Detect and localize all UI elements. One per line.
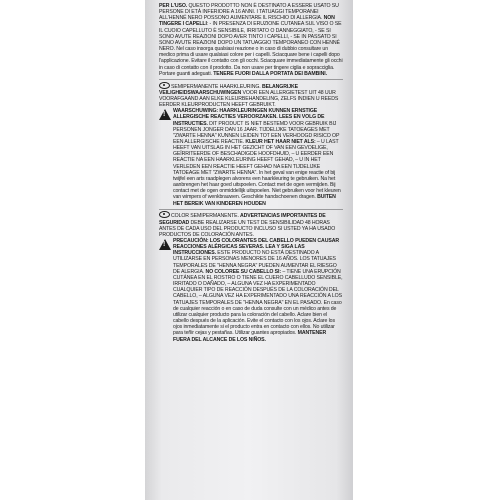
- dutch-warning-paragraph: [173, 108, 343, 207]
- dutch-body-text: In het geval van enige reactie of bij twijfel een arts raadplegen alvorens een haarkleuring te gebruiken. Na het aanbrengen het haar goed uitspoelen. Contact met de ogen vermijden. Bij contact met de ogen onmiddellijk uitspoelen. Niet gebruiken voor het kleuren van wimpers of wenkbrauwen. Geschikte handschoenen dragen.: [173, 169, 341, 201]
- dutch-section: [159, 82, 343, 207]
- spanish-product-type: COLOR SEMIPERMANENTE.: [171, 213, 239, 220]
- spanish-no-dye-heading: NO COLOREE SU CABELLO SI:: [204, 268, 281, 275]
- section-divider: [159, 79, 343, 80]
- dutch-no-dye-heading: KLEUR HET HAAR NIET ALS:: [244, 138, 316, 145]
- italian-intro-text: QUESTO PRODOTTO NON È DESTINATO A ESSERE USATO SU PERSONE DI ETÀ INFERIORE A 16 ANNI. I TATUAGGI TEMPORANEI ALL'HENNÉ NERO POSSONO AUMENTARE IL RISCHIO DI ALLERGIA.: [159, 3, 339, 22]
- dutch-keep-away-text: BUITEN HET BEREIK VAN KINDEREN HOUDEN: [173, 194, 336, 207]
- dutch-product-type: SEMIPERMANENTE HAARKLEURING.: [171, 83, 261, 90]
- spanish-warning-heading: PRECAUCIÓN: LOS COLORANTES DEL CABELLO PUEDEN CAUSAR REACCIONES ALÉRGICAS SEVERAS. LEA Y SIGA LAS INSTRUCCIONES.: [173, 238, 339, 257]
- spanish-no-dye-text: – TIENE UNA ERUPCIÓN CUTÁNEA EN EL ROSTRO O TIENE EL CUERO CABELLUDO SENSIBLE, IRRITADO O DAÑADO, – ALGUNA VEZ HA EXPERIMENTADO CUALQUIER TIPO DE REACCIÓN DESPUÉS DE LA COLORACIÓN DEL CABELLO, – ALGUNA VEZ HA EXPERIMENTADO UNA REACCIÓN A LOS TATUAJES TEMPORALES DE "HENNA NEGRA" EN EL PASADO.: [173, 268, 343, 306]
- spanish-keep-away-text: MANTENER FUERA DEL ALCANCE DE LOS NIÑOS.: [173, 330, 327, 343]
- eye-icon: [159, 211, 170, 218]
- dutch-warning-heading: WAARSCHUWING: HAARKLEURINGEN KUNNEN ERNSTIGE ALLERGISCHE REACTIES VEROORZAKEN. LEES EN VOLG DE INSTRUCTIES.: [173, 108, 325, 127]
- spanish-body-text: En caso de cualquier reacción o en caso de duda consulte con un médico antes de utilizar cualquier producto para la coloración del cabello. Aclare bien el cabello después de la aplicación. Evite el contacto con los ojos. Aclare los ojos inmediatamente si el producto entra en contacto con ellos. No utilizar para teñir cejas y pestañas. Utilizar guantes apropiados.: [173, 299, 342, 337]
- warning-triangle-icon: [159, 109, 171, 120]
- dutch-important-text: VOOR EEN ALLERGIETEST UIT 48 UUR VOORAFGAAND AAN ELKE KLEURBEHANDELING, ZELFS INDIEN U REEDS EERDER KLEURPRODUCTEN HEEFT GEBRUIKT.: [159, 89, 339, 109]
- italian-body-text: Nel caso insorga qualsiasi reazione o in caso di dubbio consultare un medico prima di usare qualsiasi colore per i capelli. Sciacquare bene i capelli dopo l'applicazione. Evitare il contatto con gli occhi. Sciacquare immediatamente gli occhi in caso di contatto con il prodotto. Da non usare per tingere ciglia e sopracciglia. Portare guanti adeguati.: [159, 46, 343, 77]
- warning-triangle-icon: [159, 239, 171, 250]
- italian-no-dye-text: : - IN PRESENZA DI ERUZIONE CUTANEA SUL VISO O SE IL CUOIO CAPELLUTO È SENSIBILE, IRRITATO O DANNEGGIATO, - SE SI SONO AVUTE REAZIONI DOPO AVER TINTO I CAPELLI, - SE IN PASSATO SI SONO AVUTE REAZIONI DOPO UN TATUAGGIO TEMPORANEO CON HENNÉ NERO.: [159, 21, 342, 53]
- product-package-side-panel: [145, 0, 353, 500]
- dutch-warning-text: DIT PRODUCT IS NIET BESTEMD VOOR GEBRUIK BIJ PERSONEN JONGER DAN 16 JAAR. TIJDELIJKE TATOEAGES MET "ZWARTE HENNA" KUNNEN LEIDEN TOT EEN VERHOOGD RISICO OP EEN ALLERGISCHE REACTIE.: [173, 120, 340, 145]
- dutch-warning-row: [159, 108, 343, 207]
- eye-icon: [159, 82, 170, 89]
- section-divider: [159, 209, 343, 210]
- italian-intro-heading: PER L'USO.: [159, 3, 188, 9]
- spanish-warning-text: ESTE PRODUCTO NO ESTÁ DESTINADO A UTILIZARSE EN PERSONAS MENORES DE 16 AÑOS. LOS TATUAJES TEMPORALES DE "HENNA NEGRA" PUEDEN AUMENTAR EL RIESGO DE ALERGIA.: [173, 250, 337, 275]
- italian-keep-away-text: TENERE FUORI DALLA PORTATA DEI BAMBINI.: [211, 70, 327, 77]
- spanish-intro-paragraph: [159, 211, 343, 238]
- dutch-intro-paragraph: [159, 82, 343, 109]
- warning-text-panel: [159, 3, 343, 344]
- italian-section: [159, 3, 343, 77]
- spanish-warning-paragraph: [173, 238, 343, 343]
- spanish-warning-row: [159, 238, 343, 343]
- spanish-section: [159, 211, 343, 342]
- dutch-no-dye-text: – U LAST HEEFT VAN UITSLAG IN HET GEZICHT OF VAN EEN GEVOELIGE, GEÏRRITEERDE OF BESCHADIGDE HOOFDHUID, – U EERDER EEN REACTIE NA EEN HAARKLEURING HEEFT GEHAD, – U IN HET VERLEDEN EEN REACTIE HEEFT GEHAD NA EEN TIJDELIJKE TATOEAGE MET "ZWARTE HENNA".: [173, 138, 339, 176]
- spanish-important-heading: ADVERTENCIAS IMPORTANTES DE SEGURIDAD: [159, 213, 326, 226]
- spanish-important-text: DEBE REALIZARSE UN TEST DE SENSIBILIDAD 48 HORAS ANTES DE CADA USO DEL PRODUCTO INCLUSO SI USTED YA HA USADO PRODUCTOS DE COLORACIÓN ANTES.: [159, 219, 336, 238]
- italian-no-dye-heading: NON TINGERE I CAPELLI: [159, 15, 335, 28]
- dutch-important-heading: BELANGRIJKE VEILIGHEIDSWAARSCHUWINGEN: [159, 83, 298, 96]
- italian-paragraph: [159, 3, 343, 77]
